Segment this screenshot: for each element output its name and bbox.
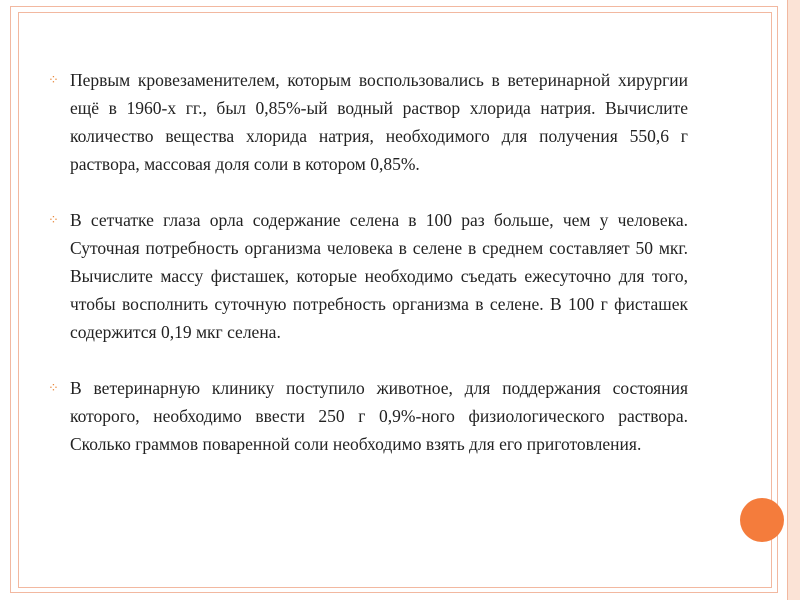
slide-content (48, 66, 688, 458)
bullet-marker-icon: ⁘ (48, 72, 59, 87)
bullet-text-2: В сетчатке глаза орла содержание селена в 100 раз больше, чем у человека. Суточная потребность организма человека в селене в среднем составляет 50 мкг. Вычислите массу фисташек, которые необходимо съедать ежесуточно для того, чтобы восполнить суточную потребность организма в селене. В 100 г фисташек содержится 0,19 мкг селена. (70, 210, 688, 342)
bullet-marker-icon: ⁘ (48, 380, 59, 395)
bullet-text-1: Первым кровезаменителем, которым воспользовались в ветеринарной хирургии ещё в 1960-х гг., был 0,85%-ый водный раствор хлорида натрия. Вычислите количество вещества хлорида натрия, необходимого для получения 550,6 г раствора, массовая доля соли в котором 0,85%. (70, 70, 688, 174)
bullet-text-3: В ветеринарную клинику поступило животное, для поддержания состояния которого, необходимо ввести 250 г 0,9%-ного физиологического раствора. Сколько граммов поваренной соли необходимо взять для его приготовления. (70, 378, 688, 454)
bullet-item-1 (48, 66, 688, 178)
bullet-item-3 (48, 374, 688, 458)
bullet-marker-icon: ⁘ (48, 212, 59, 227)
bullet-item-2 (48, 206, 688, 346)
right-decorative-band (787, 0, 800, 600)
right-decorative-line (787, 0, 788, 600)
decorative-orange-circle (740, 498, 784, 542)
